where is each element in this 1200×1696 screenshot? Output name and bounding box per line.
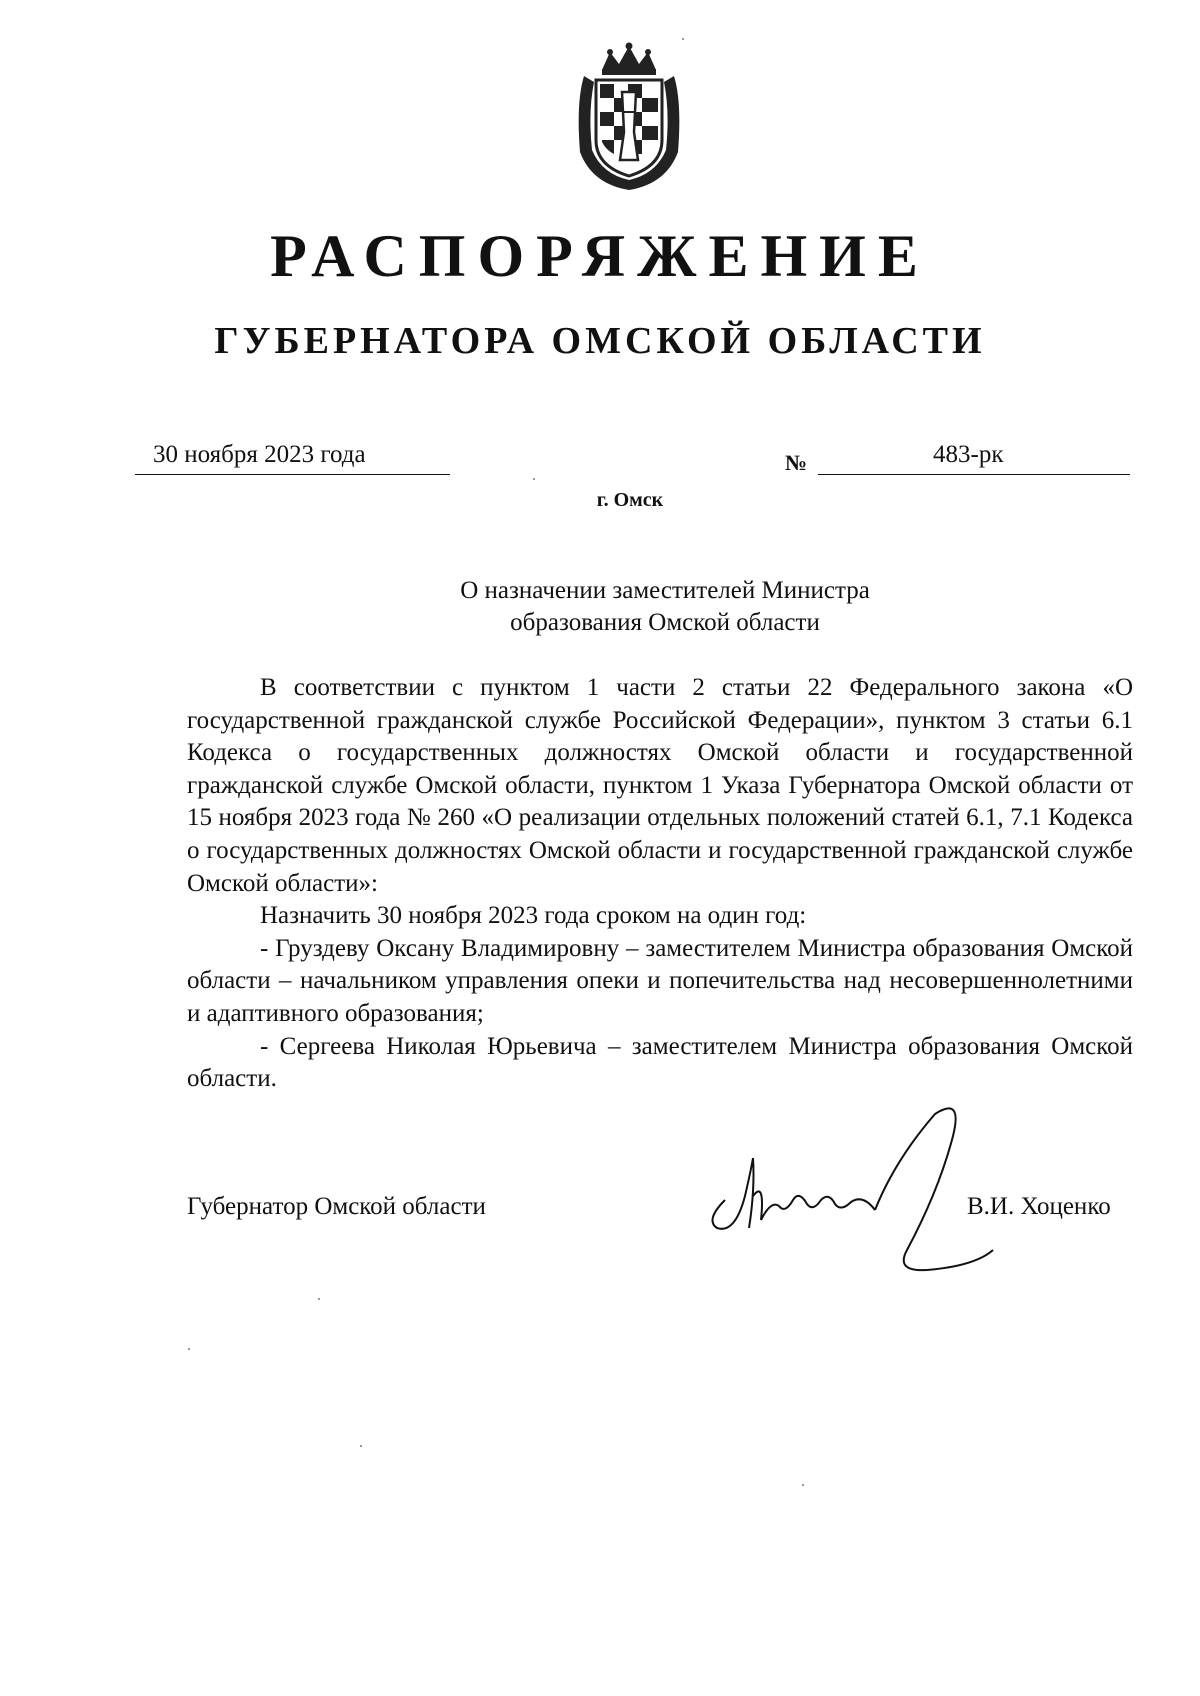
scan-speck	[533, 478, 535, 480]
document-body	[187, 672, 1133, 1096]
scan-speck	[682, 38, 684, 40]
body-paragraph-appoint: Назначить 30 ноября 2023 года сроком на один год:	[260, 902, 807, 930]
number-sign: №	[785, 450, 808, 475]
document-city: г. Омск	[596, 489, 664, 511]
handwritten-signature-icon	[695, 1100, 995, 1275]
document-date: 30 ноября 2023 года	[153, 441, 366, 468]
body-paragraph-appointee-2: - Сергеева Николая Юрьевича – заместителем Министра образования Омской области.	[187, 1032, 1133, 1093]
scan-speck	[318, 1298, 320, 1300]
scan-speck	[188, 1348, 190, 1350]
document-number: 483-рк	[933, 441, 1004, 468]
scan-speck	[360, 1445, 362, 1447]
signatory-position: Губернатор Омской области	[187, 1193, 486, 1220]
subject-line-2: образования Омской области	[510, 609, 820, 636]
document-subject	[290, 575, 1040, 639]
omsk-region-coat-of-arms-icon	[572, 42, 686, 192]
subject-line-1: О назначении заместителей Министра	[460, 577, 870, 604]
scan-speck	[802, 1484, 804, 1486]
signatory-name: В.И. Хоценко	[967, 1193, 1111, 1220]
document-title: РАСПОРЯЖЕНИЕ	[270, 223, 930, 289]
document-subtitle: ГУБЕРНАТОРА ОМСКОЙ ОБЛАСТИ	[214, 320, 986, 362]
document-date-field	[135, 440, 450, 475]
body-paragraph-appointee-1: - Груздеву Оксану Владимировну – заместителем Министра образования Омской области – начальником управления опеки и попечительства над несовершеннолетними и адаптивного образования;	[187, 934, 1133, 1027]
document-number-field	[818, 440, 1130, 475]
body-paragraph-legal-basis: В соответствии с пунктом 1 части 2 статьи 22 Федерального закона «О государственной гражданской службе Российской Федерации», пунктом 3 статьи 6.1 Кодекса о государственных должностях Омской области и государственной гражданской службе Омской области, пунктом 1 Указа Губернатора Омской области от 15 ноября 2023 года № 260 «О реализации отдельных положений статей 6.1, 7.1 Кодекса о государственных должностях Омской области и государственной гражданской службе Омской области»:	[187, 674, 1133, 897]
